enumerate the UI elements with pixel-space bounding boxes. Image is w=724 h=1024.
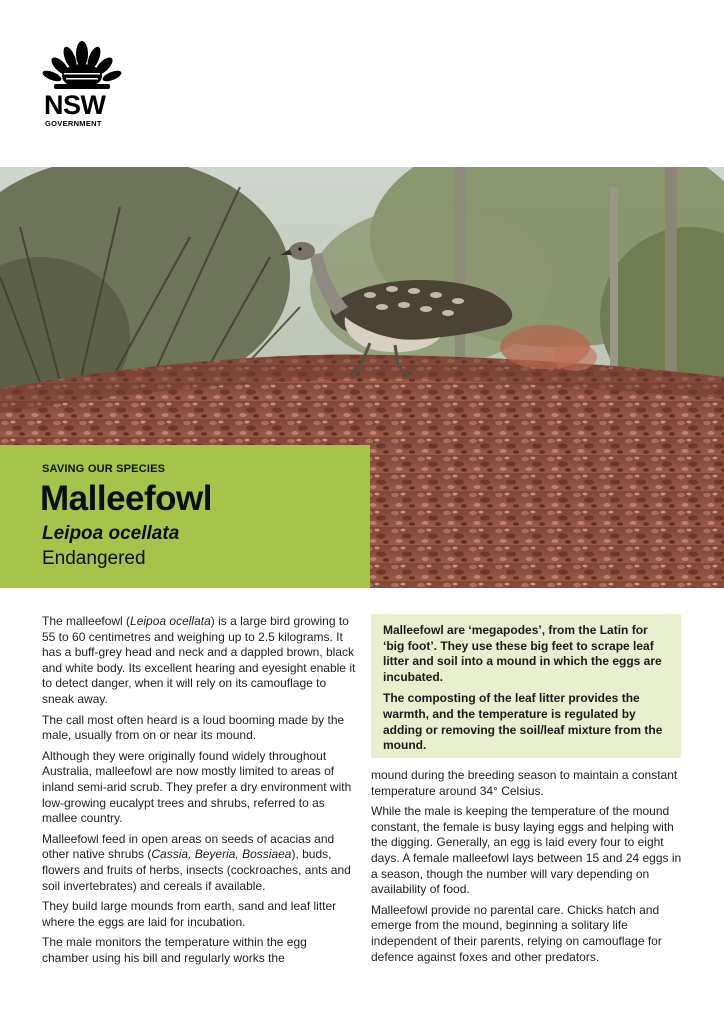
scientific-name: Leipoa ocellata	[42, 523, 180, 544]
paragraph-description: The malleefowl (Leipoa ocellata) is a large bird growing to 55 to 60 centimetres and weighing up to 2.5 kilograms. It has a buff-grey head and neck and a dappled brown, black and white body. Its excellent hearing and eyesight enable it to detect danger, when it will rely on its camouflage to sneak away.	[42, 614, 356, 706]
conservation-status: Endangered	[42, 548, 146, 569]
paragraph-male-monitoring: The male monitors the temperature within the egg chamber using his bill and regularly works the	[42, 935, 307, 965]
page-title: Malleefowl	[40, 479, 212, 518]
callout-paragraph-composting: The composting of the leaf litter provides the warmth, and the temperature is regulated by adding or removing the soil/leaf mixture from the mound.	[383, 691, 663, 753]
callout-paragraph-megapodes: Malleefowl are ‘megapodes’, from the Latin for ‘big foot’. They use these big feet to scrape leaf litter and soil into a mound in which the eggs are incubated.	[383, 623, 662, 684]
title-panel	[0, 445, 370, 588]
body-right-column	[371, 768, 687, 970]
paragraph-distribution: Although they were originally found widely throughout Australia, malleefowl are now mostly limited to areas of inland semi-arid scrub. They prefer a dry environment with low-growing eucalypt trees and shrubs, referred to as mallee country.	[42, 748, 352, 826]
paragraph-eggs: While the male is keeping the temperature of the mound constant, the female is busy laying eggs and helping with the digging. Generally, an egg is laid every four to eight days. A female malleefowl lays between 15 and 24 eggs in a season, though the number will vary depending on availability of food.	[371, 804, 682, 897]
paragraph-diet: Malleefowl feed in open areas on seeds of acacias and other native shrubs (Cassia, Beyeria, Bossiaea), buds, flowers and fruits of herbs, insects (cockroaches, ants and soil invertebrates) and cereals if available.	[42, 831, 351, 893]
paragraph-mounds: They build large mounds from earth, sand and leaf litter where the eggs are laid for incubation.	[42, 899, 337, 929]
nsw-government-logo	[40, 40, 124, 132]
logo-subtitle: GOVERNMENT	[45, 119, 102, 128]
callout-box	[371, 614, 681, 758]
body-left-column	[42, 614, 356, 971]
logo-wordmark: NSW	[44, 90, 106, 120]
paragraph-chicks: Malleefowl provide no parental care. Chicks hatch and emerge from the mound, beginning a solitary life independent of their parents, relying on camouflage for defence against foxes and other predators.	[371, 902, 662, 964]
waratah-icon	[40, 40, 124, 92]
paragraph-temperature: mound during the breeding season to maintain a constant temperature around 34° Celsius.	[371, 768, 678, 798]
paragraph-call: The call most often heard is a loud booming made by the male, usually from on or near its mound.	[42, 712, 345, 743]
section-kicker: SAVING OUR SPECIES	[42, 463, 166, 475]
